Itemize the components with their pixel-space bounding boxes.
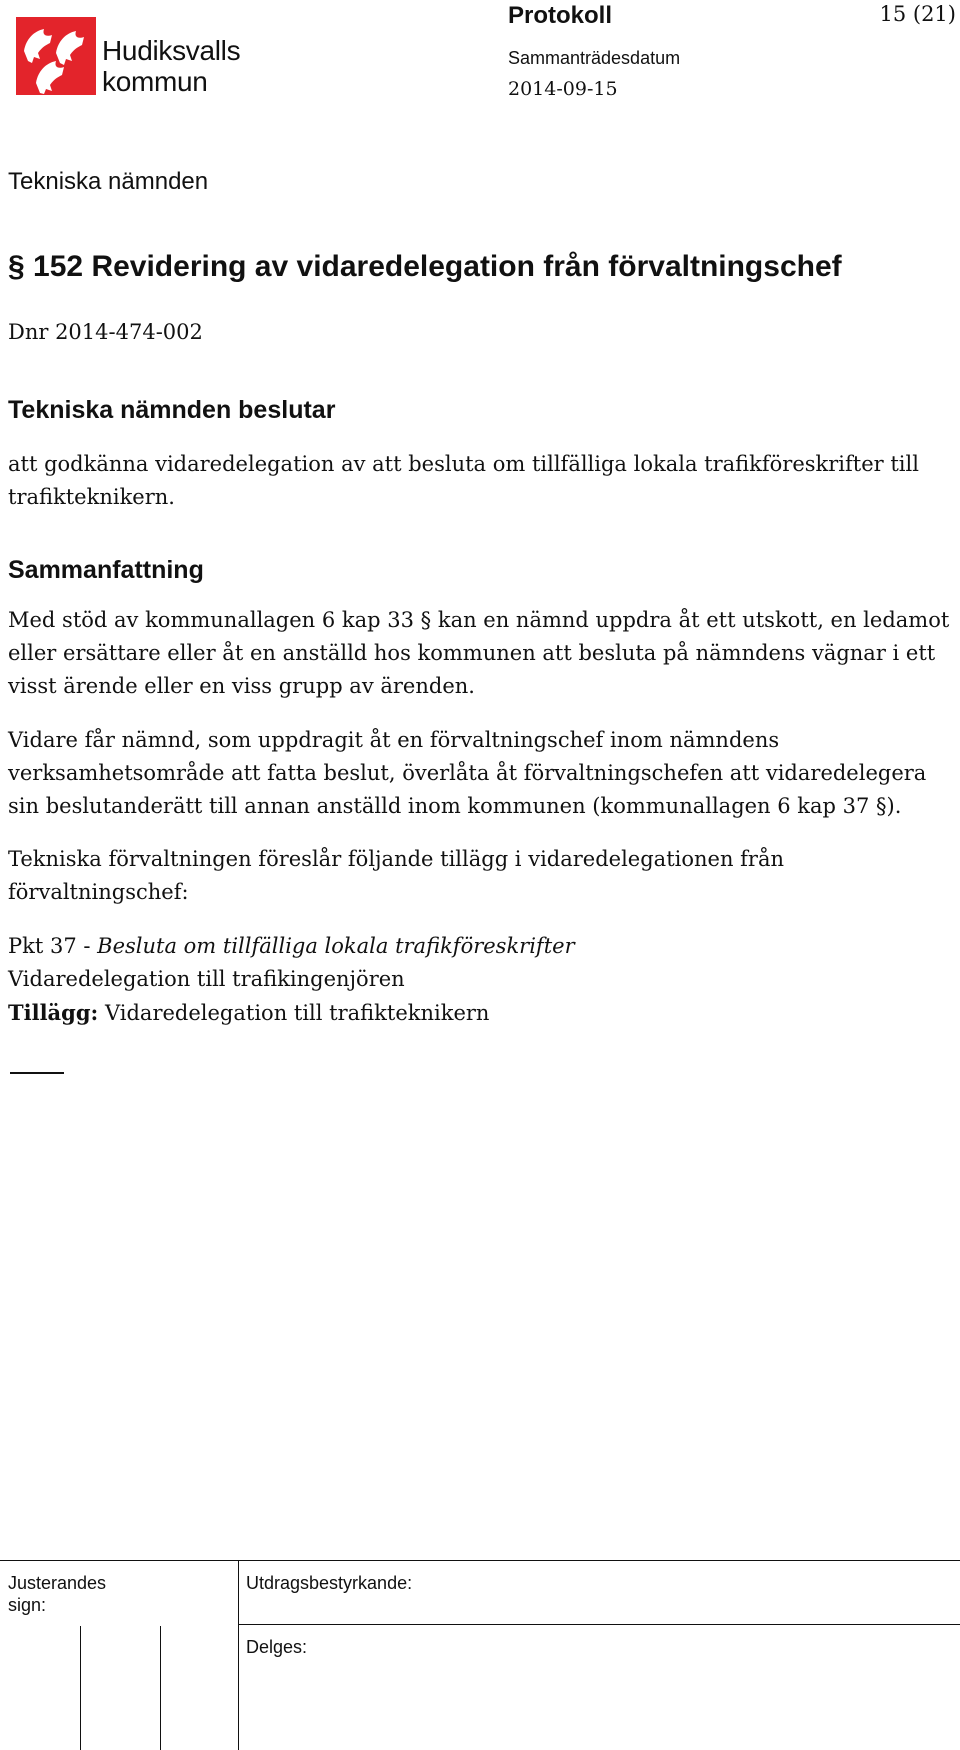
summary-paragraph-3: Tekniska förvaltningen föreslår följande tillägg i vidaredelegationen från förvaltningschef: — [8, 847, 784, 904]
summary-heading: Sammanfattning — [8, 556, 204, 584]
addition-text: Vidaredelegation till trafikteknikern — [98, 1001, 490, 1025]
sign-box-divider-1 — [80, 1626, 81, 1750]
paragraph-number: 152 — [33, 250, 84, 283]
delegation-item-title — [8, 930, 953, 963]
paragraph-symbol: § — [8, 250, 25, 283]
delegation-item — [8, 930, 953, 1030]
delges-label: Delges: — [246, 1637, 308, 1657]
footer-divider — [238, 1560, 239, 1750]
footer-row-divider — [238, 1624, 960, 1625]
logo-line-2: kommun — [102, 66, 208, 97]
signature-footer — [0, 1560, 960, 1750]
item-title: Besluta om tillfälliga lokala trafikföreskrifter — [97, 934, 575, 958]
decision-heading: Tekniska nämnden beslutar — [8, 396, 336, 424]
paragraph-heading: Revidering av vidaredelegation från förvaltningschef — [91, 250, 842, 283]
meeting-date-label: Sammanträdesdatum — [508, 48, 681, 68]
paragraph-title — [8, 250, 842, 284]
justerandes-text: Justerandes — [8, 1573, 107, 1593]
logo-wordmark — [102, 35, 240, 97]
board-name: Tekniska nämnden — [8, 168, 209, 195]
hudiksvall-logo-icon — [16, 17, 96, 95]
footer-top-rule — [0, 1560, 960, 1561]
document-type: Protokoll — [508, 2, 613, 29]
item-prefix: Pkt 37 - — [8, 934, 98, 958]
municipality-logo — [16, 17, 256, 97]
summary-paragraph-1: Med stöd av kommunallagen 6 kap 33 § kan en nämnd uppdra åt ett utskott, en ledamot eller ersättare eller åt en anställd hos kommunen att besluta på nämndens vägnar i ett visst ärende eller en viss grupp av ärenden. — [8, 608, 950, 698]
meeting-date: 2014-09-15 — [508, 78, 618, 100]
sign-box-divider-2 — [160, 1626, 161, 1750]
current-delegation: Vidaredelegation till trafikingenjören — [8, 967, 405, 991]
logo-line-1: Hudiksvalls — [102, 35, 241, 66]
case-number: Dnr 2014-474-002 — [8, 320, 203, 344]
utdragsbestyrkande-label: Utdragsbestyrkande: — [246, 1573, 413, 1593]
justerandes-label — [8, 1572, 106, 1616]
page-number: 15 (21) — [879, 2, 956, 26]
end-rule — [10, 1072, 64, 1074]
summary-paragraph-2: Vidare får nämnd, som uppdragit åt en förvaltningschef inom nämndens verksamhetsområde att fatta beslut, överlåta åt förvaltningschefen att vidaredelegera sin beslutanderätt till annan anställd inom kommunen (kommunallagen 6 kap 37 §). — [8, 728, 927, 818]
sign-text: sign: — [8, 1595, 47, 1615]
addition — [8, 996, 953, 1030]
addition-label: Tillägg: — [8, 1000, 99, 1025]
decision-text: att godkänna vidaredelegation av att besluta om tillfälliga lokala trafikföreskrifter till trafikteknikern. — [8, 452, 919, 509]
